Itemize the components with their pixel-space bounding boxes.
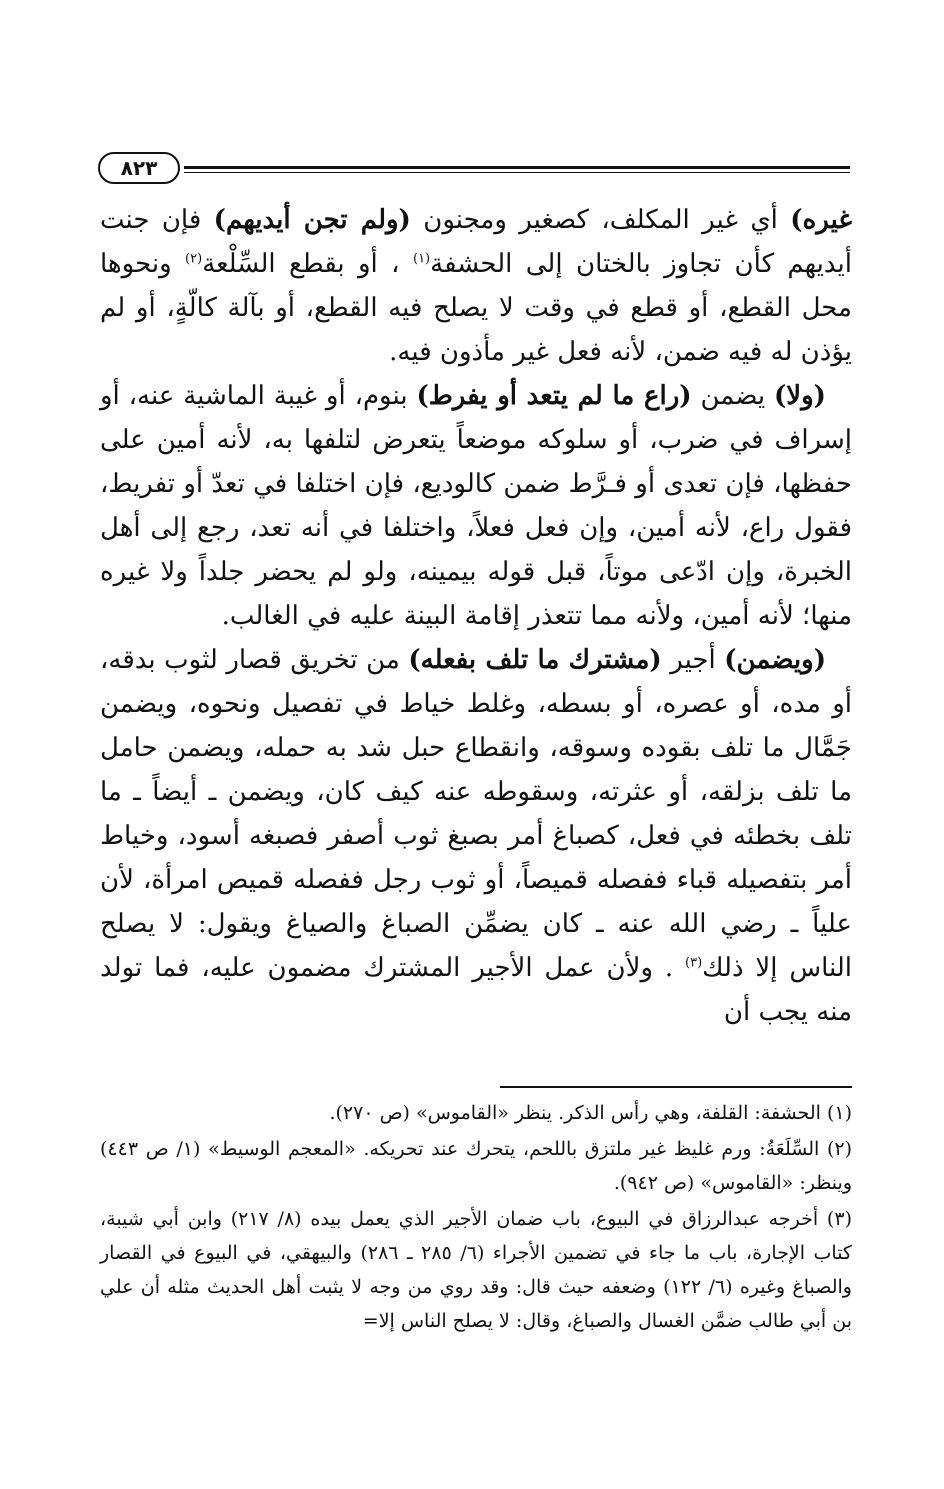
footnote-3 [100,1202,852,1338]
sharh-text: ، أو بقطع السِّلْعة [202,249,413,279]
page-header [98,152,850,186]
sharh-text: يضمن [691,381,774,411]
sharh-text: بنوم، أو غيبة الماشية عنه، أو إسراف في ضرب، أو سلوكه موضعاً يتعرض لتلفها به، لأنه أمين على حفظها، فإن تعدى أو فـرَّط ضمن كالوديع، فإن اختلفا في تعدّ أو تفريط، فقول راع، لأنه أمين، وإن فعل فعلاً، واختلفا في أنه تعد، رجع إلى أهل الخبرة، وإن ادّعى موتاً، قبل قوله بيمينه، ولو لم يحضر جلداً ولا غيره منها؛ لأنه أمين، ولأنه مما تتعذر إقامة البينة عليه في الغالب. [100,381,852,631]
matn-text: (مشترك ما تلف بفعله) [408,645,662,675]
page-number: ٨٢٣ [98,152,180,184]
paragraph-3 [100,638,852,1034]
header-rule-thick [184,166,850,169]
footnote-ref[interactable]: (٢) [185,251,203,267]
matn-text: (راع ما لم يتعد أو يفرط) [416,381,692,411]
matn-text: (ويضمن) [724,645,826,675]
main-text [100,198,852,1034]
footnote-text: أخرجه عبدالرزاق في البيوع، باب ضمان الأجير الذي يعمل بيده (٨/ ٢١٧) وابن أبي شيبة، كتاب الإجارة، باب ما جاء في تضمين الأجراء (٦/ ٢٨٥ ـ ٢٨٦) والبيهقي، في البيوع في القصار والصباغ وغيره (٦/ ١٢٢) وضعفه حيث قال: وقد روي من وجه لا يثبت أهل الحديث مثله أن علي بن أبي طالب ضمَّن الغسال والصباغ، وقال: لا يصلح الناس إلا= [100,1208,852,1332]
footnote-ref[interactable]: (١) [412,251,431,267]
footnote-2 [100,1132,852,1200]
sharh-text: أي غير المكلف، كصغير ومجنون [410,205,791,235]
matn-text: (ولا) [773,381,826,411]
sharh-text: فإن جنت أيديهم كأن تجاوز بالختان إلى الحشفة [100,205,852,279]
footnote-separator [500,1086,852,1088]
paragraph-1 [100,198,852,374]
sharh-text: أجير [661,645,725,675]
paragraph-2 [100,374,852,638]
footnote-marker: (٢) [826,1138,852,1160]
footnote-text: السِّلَعَةُ: ورم غليظ غير ملتزق باللحم، يتحرك عند تحريكه. «المعجم الوسيط» (١/ ص ٤٤٣) وينظر: «القاموس» (ص ٩٤٢). [100,1138,852,1194]
footnote-text: الحشفة: القلفة، وهي رأس الذكر. ينظر «القاموس» (ص ٢٧٠). [329,1102,827,1124]
footnote-marker: (٣) [826,1208,852,1230]
sharh-text: من تخريق قصار لثوب بدقه، أو مده، أو عصره، أو بسطه، وغلط خياط في تفصيل ونحوه، ويضمن جَمَّال ما تلف بقوده وسوقه، وانقطاع حبل شد به حمله، ويضمن حامل ما تلف بزلقه، أو عثرته، وسقوطه عنه كيف كان، ويضمن ـ أيضاً ـ ما تلف بخطئه في فعل، كصباغ أمر بصبغ ثوب أصفر فصبغه أسود، وخياط أمر بتفصيله قباء ففصله قميصاً، أو ثوب رجل ففصله قميص امرأة، لأن علياً ـ رضي الله عنه ـ كان يضمِّن الصباغ والصياغ ويقول: لا يصلح الناس إلا ذلك [100,645,852,983]
footnote-1 [100,1096,852,1130]
footnote-marker: (١) [826,1102,852,1124]
header-rule-thin [184,172,850,173]
sharh-text: . ولأن عمل الأجير المشترك مضمون عليه، فما تولد منه يجب أن [100,953,852,1027]
matn-text: غيره) [790,205,853,235]
footnote-ref[interactable]: (٣) [685,955,703,971]
matn-text: (ولم تجن أيديهم) [213,205,411,235]
footnotes [100,1096,852,1340]
sharh-text: ونحوها محل القطع، أو قطع في وقت لا يصلح فيه القطع، أو بآلة كالّةٍ، أو لم يؤذن له فيه ضمن، لأنه فعل غير مأذون فيه. [100,249,852,367]
